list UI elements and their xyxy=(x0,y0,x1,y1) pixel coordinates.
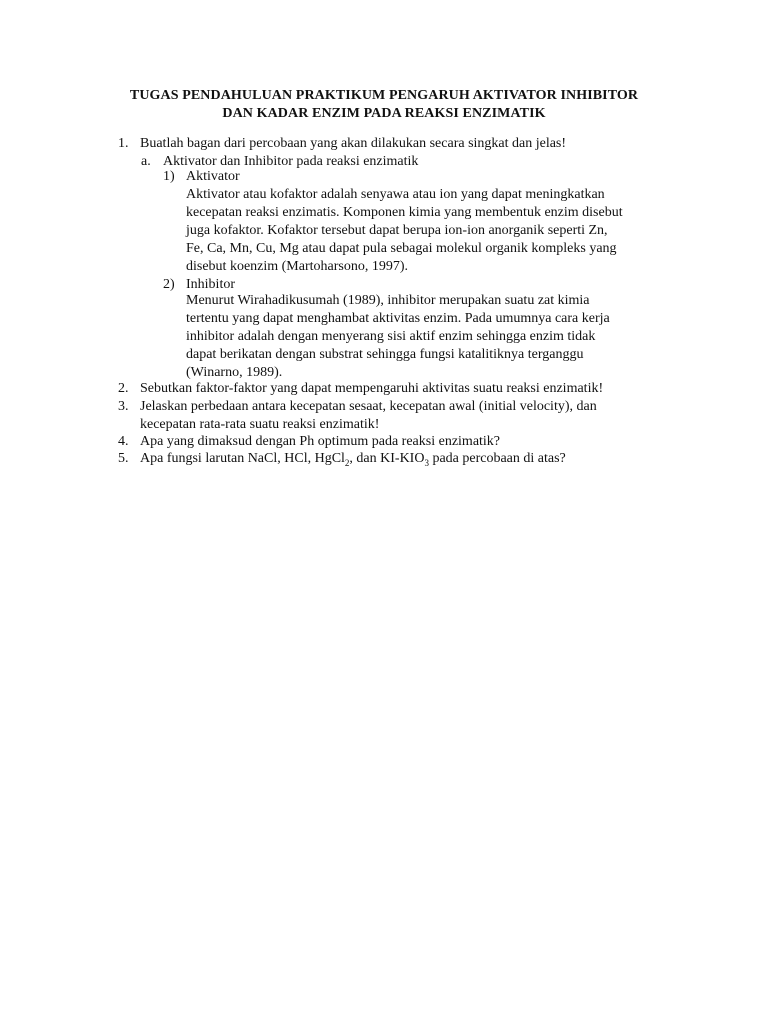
item-1-paragraph-line: Aktivator atau kofaktor adalah senyawa atau ion yang dapat meningkatkan xyxy=(186,187,605,202)
item-1-paragraph-line: juga kofaktor. Kofaktor tersebut dapat berupa ion-ion anorganik seperti Zn, xyxy=(186,223,608,238)
item-2-heading: Inhibitor xyxy=(186,277,235,292)
item-1-paragraph-line: Fe, Ca, Mn, Cu, Mg atau dapat pula sebagai molekul organik kompleks yang xyxy=(186,241,617,256)
document-title-line-1: TUGAS PENDAHULUAN PRAKTIKUM PENGARUH AKTIVATOR INHIBITOR xyxy=(129,88,639,103)
item-2-paragraph-line: (Winarno, 1989). xyxy=(186,365,283,380)
question-5-text-before: Apa fungsi larutan NaCl, HCl, HgCl xyxy=(140,451,345,466)
question-5-text-after: pada percobaan di atas? xyxy=(428,451,566,466)
question-1-text: Buatlah bagan dari percobaan yang akan dilakukan secara singkat dan jelas! xyxy=(140,136,567,151)
question-2-text: Sebutkan faktor-faktor yang dapat mempengaruhi aktivitas suatu reaksi enzimatik! xyxy=(140,381,604,396)
item-1-paragraph-line: disebut koenzim (Martoharsono, 1997). xyxy=(186,259,409,274)
document-title-line-2: DAN KADAR ENZIM PADA REAKSI ENZIMATIK xyxy=(222,106,546,121)
item-2-paragraph-line: inhibitor adalah dengan menyerang sisi aktif enzim sehingga enzim tidak xyxy=(186,329,596,344)
item-1-label: 1) xyxy=(163,169,175,184)
item-2-paragraph-line: dapat berikatan dengan substrat sehingga fungsi katalitiknya terganggu xyxy=(186,347,584,362)
question-5-subscript-1: 2 xyxy=(344,457,350,468)
question-5-text xyxy=(140,450,566,472)
question-3-line-1: Jelaskan perbedaan antara kecepatan sesaat, kecepatan awal (initial velocity), dan xyxy=(140,399,597,414)
item-2-paragraph-line: Menurut Wirahadikusumah (1989), inhibitor merupakan suatu zat kimia xyxy=(186,293,590,308)
question-5-number: 5. xyxy=(118,451,129,466)
question-5-subscript-2: 3 xyxy=(424,457,429,468)
question-4-number: 4. xyxy=(118,434,129,449)
question-2-number: 2. xyxy=(118,381,129,396)
question-3-line-2: kecepatan rata-rata suatu reaksi enzimatik! xyxy=(140,417,380,432)
item-1-heading: Aktivator xyxy=(186,169,240,184)
item-2-label: 2) xyxy=(163,277,175,292)
question-1-number: 1. xyxy=(118,136,129,151)
sub-a-label: a. xyxy=(141,154,151,169)
item-2-paragraph-line: tertentu yang dapat menghambat aktivitas enzim. Pada umumnya cara kerja xyxy=(186,311,610,326)
question-3-number: 3. xyxy=(118,399,129,414)
item-1-paragraph-line: kecepatan reaksi enzimatis. Komponen kimia yang membentuk enzim disebut xyxy=(186,205,623,220)
sub-a-text: Aktivator dan Inhibitor pada reaksi enzimatik xyxy=(163,154,419,169)
question-5-text-mid: , dan KI-KIO xyxy=(349,451,425,466)
question-4-text: Apa yang dimaksud dengan Ph optimum pada reaksi enzimatik? xyxy=(140,434,501,449)
